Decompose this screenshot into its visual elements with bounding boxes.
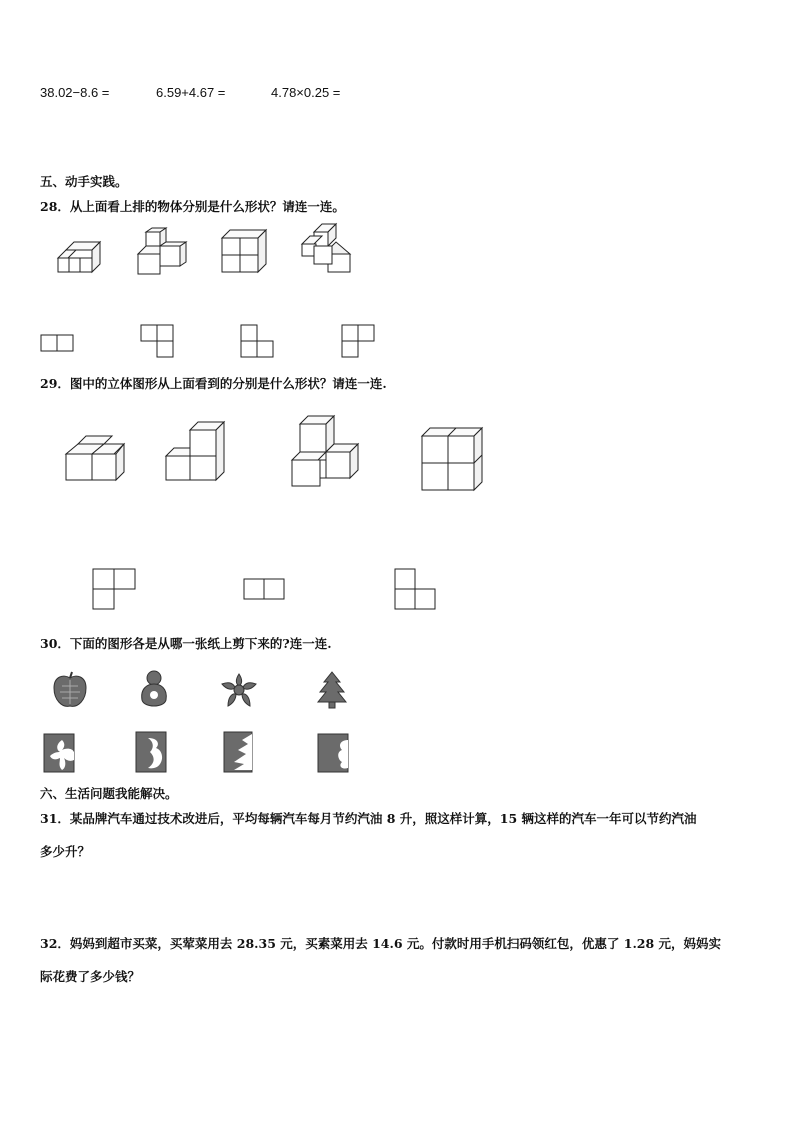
q28-view-3 (240, 324, 276, 360)
tree-cutout-icon (314, 670, 350, 710)
q29-view-1 (92, 568, 138, 612)
q28-view-4 (341, 324, 377, 360)
q29-solid-1 (64, 436, 128, 482)
q28-solid-1 (56, 238, 106, 278)
section-6-title: 六、生活问题我能解决。 (40, 786, 178, 801)
q28-solid-4 (300, 224, 354, 276)
calc-expr-3: 4.78×0.25 = (271, 85, 341, 100)
question-32-line-1: 32．妈妈到超市买菜，买荤菜用去 28.35 元，买素菜用去 14.6 元。付款时用手机扫码领红包，优惠了 1.28 元，妈妈实 (40, 936, 722, 951)
calc-expr-2: 6.59+4.67 = (156, 85, 226, 100)
section-5-title: 五、动手实践。 (40, 174, 128, 189)
calc-expr-1: 38.02−8.6 = (40, 85, 110, 100)
paper-apple-hole-icon (316, 732, 352, 774)
q28-view-2 (140, 324, 176, 360)
gourd-cutout-icon (134, 668, 174, 710)
q29-view-3 (394, 568, 440, 612)
question-29-text: 29．图中的立体图形从上面看到的分别是什么形状？请连一连. (40, 376, 387, 391)
paper-gourd-hole-icon (134, 728, 170, 776)
paper-tree-hole-icon (220, 730, 256, 774)
flower-cutout-icon (218, 670, 260, 710)
question-32-line-2: 际花费了多少钱？ (40, 969, 141, 984)
q28-solid-2 (136, 228, 188, 280)
q29-solid-3 (290, 416, 362, 488)
question-31-line-1: 31．某品牌汽车通过技术改进后，平均每辆汽车每月节约汽油 8 升，照这样计算，15 辆这样的汽车一年可以节约汽油 (40, 811, 697, 826)
question-30-text: 30．下面的图形各是从哪一张纸上剪下来的?连一连. (40, 636, 332, 651)
q28-view-1 (40, 334, 76, 354)
apple-cutout-icon (50, 670, 90, 710)
question-31-line-2: 多少升？ (40, 844, 91, 859)
q29-solid-2 (164, 422, 228, 484)
question-28-text: 28．从上面看上排的物体分别是什么形状？请连一连。 (40, 199, 345, 214)
q29-view-2 (243, 578, 289, 602)
paper-flower-hole-icon (42, 732, 78, 774)
q28-solid-3 (220, 228, 270, 276)
q29-solid-4 (420, 428, 484, 492)
